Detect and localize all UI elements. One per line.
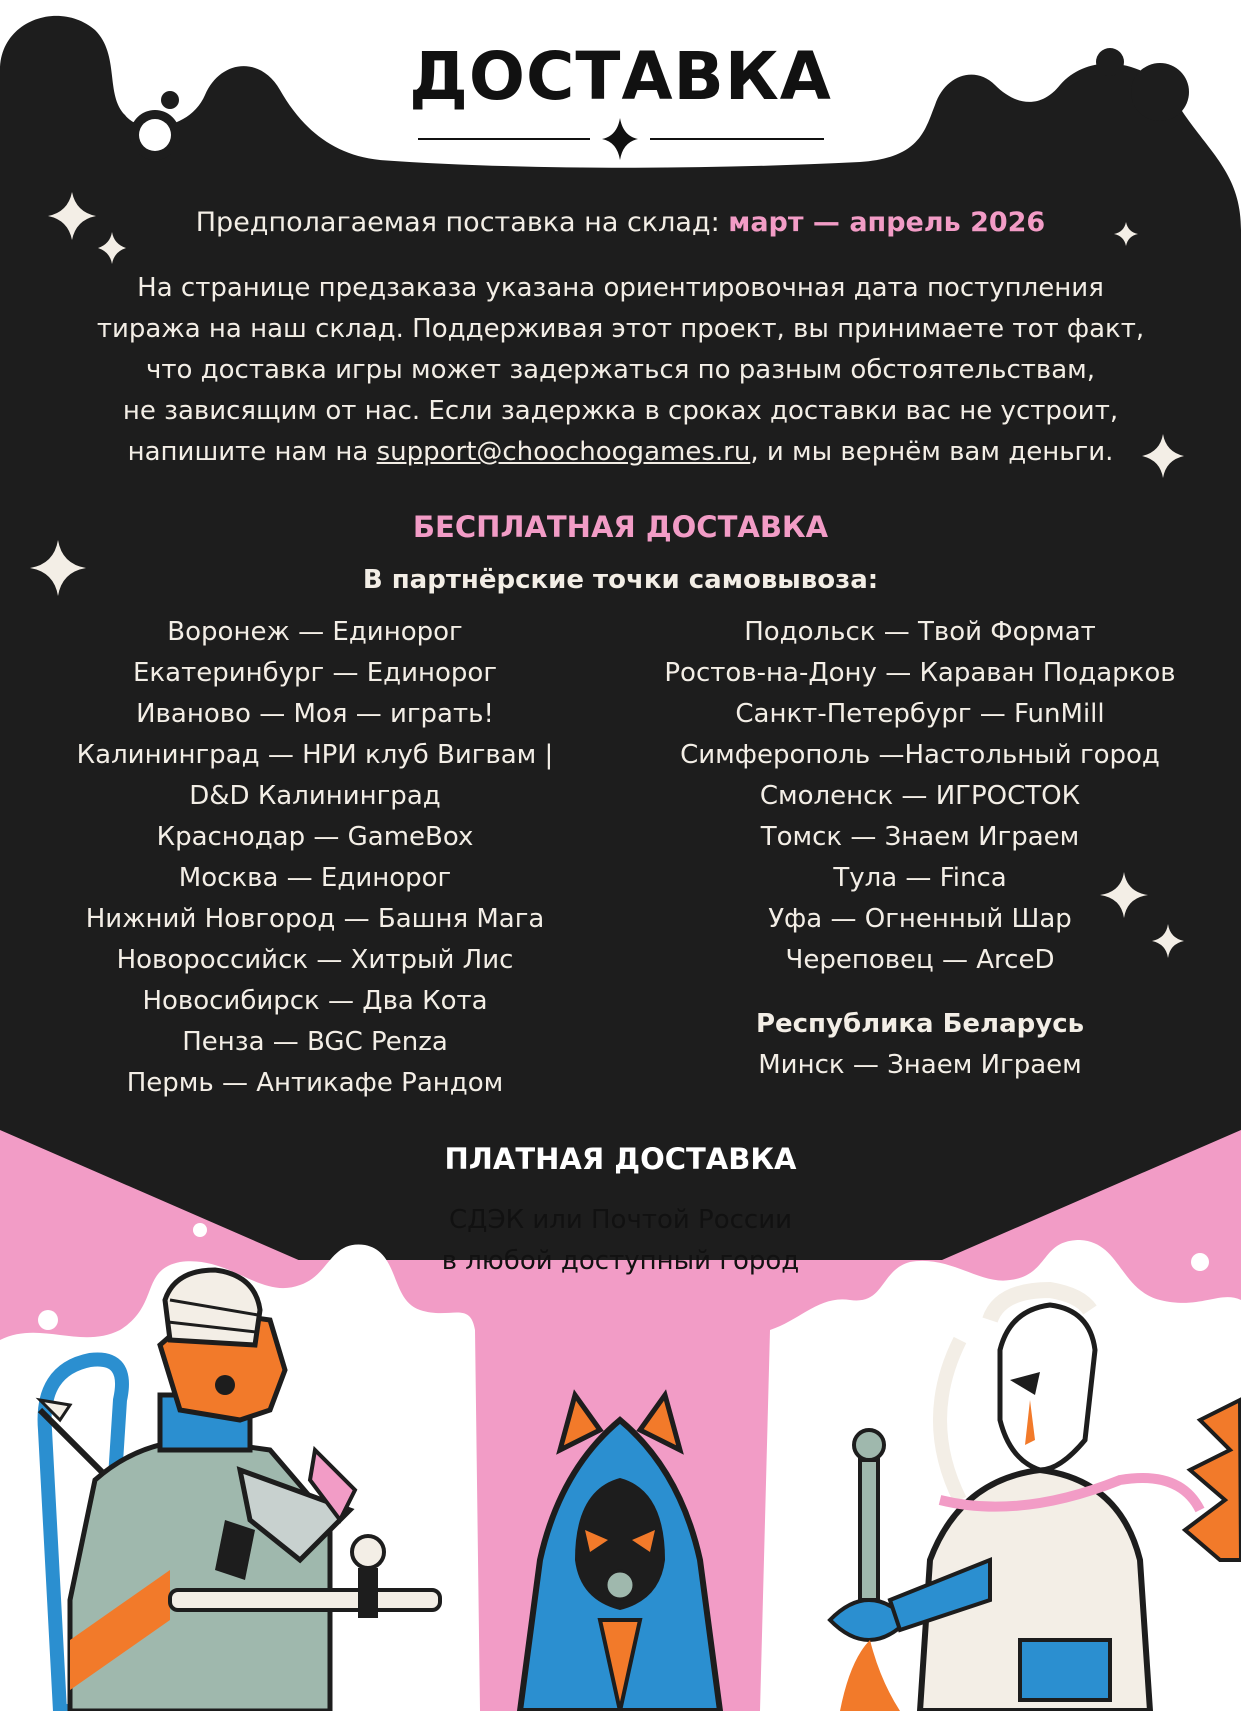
list-item: Смоленск — ИГРОСТОК [759, 781, 1081, 811]
notice-line [0, 432, 1241, 473]
notice-paragraph [0, 268, 1241, 473]
list-item: Ростов-на-Дону — Караван Подарков [664, 658, 1176, 688]
list-item: Краснодар — GameBox [156, 822, 474, 852]
list-item: Подольск — Твой Формат [744, 617, 1096, 647]
notice-text: , и мы вернём вам деньги. [750, 437, 1114, 467]
support-email-link[interactable]: support@choochoogames.ru [376, 437, 751, 467]
page-title: ДОСТАВКА [409, 38, 832, 115]
list-item: Москва — Единорог [178, 863, 452, 893]
list-item: Уфа — Огненный Шар [768, 904, 1072, 934]
eta-value: март — апрель 2026 [728, 207, 1046, 238]
list-item: Иваново — Моя — играть! [136, 699, 494, 729]
eta-label: Предполагаемая поставка на склад: [195, 207, 729, 238]
estimated-delivery [0, 207, 1241, 238]
list-item: Нижний Новгород — Башня Мага [85, 904, 545, 934]
list-item: Пенза — BGC Penza [182, 1027, 448, 1057]
belarus-heading: Республика Беларусь [755, 1009, 1085, 1039]
list-item: Новороссийск — Хитрый Лис [116, 945, 514, 975]
pickup-list-right [615, 612, 1225, 1086]
list-item: Екатеринбург — Единорог [133, 658, 497, 688]
paid-delivery-text [0, 1200, 1241, 1282]
list-item: Череповец — ArceD [785, 945, 1055, 975]
paid-line: в любой доступный город [441, 1246, 800, 1276]
list-item: Санкт-Петербург — FunMill [735, 699, 1105, 729]
notice-line: что доставка игры может задержаться по разным обстоятельствам, [145, 355, 1096, 385]
list-item: Томск — Знаем Играем [760, 822, 1080, 852]
paid-delivery-heading: ПЛАТНАЯ ДОСТАВКА [444, 1142, 797, 1176]
list-item: Симферополь —Настольный город [680, 740, 1160, 770]
pickup-points-subheading: В партнёрские точки самовывоза: [362, 565, 879, 595]
pickup-list-left [10, 612, 620, 1104]
notice-line: не зависящим от нас. Если задержка в сроках доставки вас не устроит, [122, 396, 1119, 426]
notice-line: На странице предзаказа указана ориентировочная дата поступления [137, 273, 1104, 303]
notice-line: тиража на наш склад. Поддерживая этот проект, вы принимаете тот факт, [96, 314, 1145, 344]
list-item: Тула — Finca [833, 863, 1007, 893]
list-item: Минск — Знаем Играем [758, 1050, 1082, 1080]
list-item: D&D Калининград [189, 781, 441, 811]
list-item: Калининград — НРИ клуб Вигвам | [76, 740, 554, 770]
list-item: Пермь — Антикафе Рандом [126, 1068, 504, 1098]
free-delivery-heading: БЕСПЛАТНАЯ ДОСТАВКА [412, 510, 829, 544]
paid-line: СДЭК или Почтой России [448, 1205, 793, 1235]
list-item: Новосибирск — Два Кота [142, 986, 488, 1016]
list-item: Воронеж — Единорог [167, 617, 463, 647]
notice-text: напишите нам на [127, 437, 377, 467]
